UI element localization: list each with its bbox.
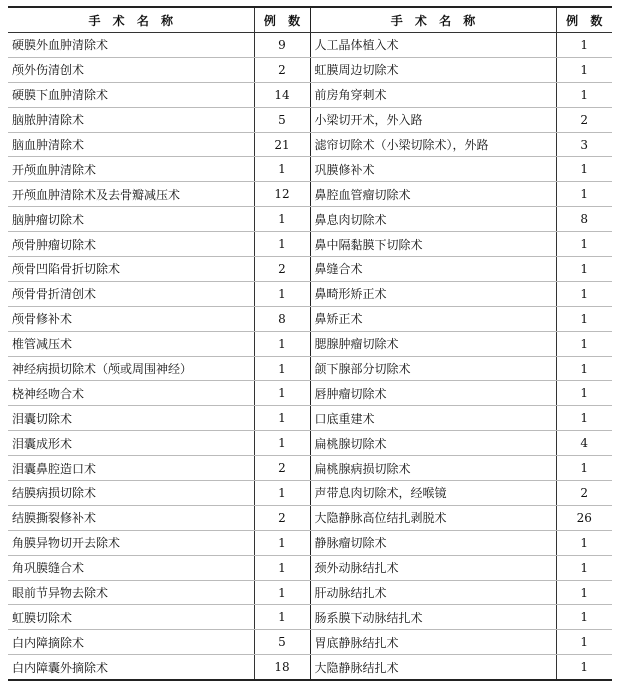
case-count-right: 8 <box>556 207 612 232</box>
case-count-right: 1 <box>556 381 612 406</box>
case-count-left: 12 <box>254 182 310 207</box>
procedure-name-left: 颅骨修补术 <box>8 306 254 331</box>
case-count-left: 1 <box>254 555 310 580</box>
procedure-name-left: 结膜病损切除术 <box>8 481 254 506</box>
case-count-right: 1 <box>556 57 612 82</box>
procedure-name-left: 白内障囊外摘除术 <box>8 655 254 680</box>
table-body <box>8 33 612 681</box>
procedure-name-left: 脑血肿清除术 <box>8 132 254 157</box>
table-row <box>8 481 612 506</box>
case-count-right: 1 <box>556 530 612 555</box>
procedure-name-left: 硬膜外血肿清除术 <box>8 33 254 58</box>
procedure-name-right: 前房角穿刺术 <box>310 82 556 107</box>
case-count-right: 1 <box>556 306 612 331</box>
case-count-left: 1 <box>254 232 310 257</box>
table-row <box>8 132 612 157</box>
case-count-right: 1 <box>556 331 612 356</box>
procedure-name-left: 角巩膜缝合术 <box>8 555 254 580</box>
case-count-right: 1 <box>556 456 612 481</box>
case-count-left: 14 <box>254 82 310 107</box>
procedure-name-right: 声带息肉切除术，经喉镜 <box>310 481 556 506</box>
case-count-right: 1 <box>556 406 612 431</box>
table-row <box>8 406 612 431</box>
case-count-right: 1 <box>556 232 612 257</box>
case-count-right: 1 <box>556 157 612 182</box>
procedure-name-right: 颌下腺部分切除术 <box>310 356 556 381</box>
procedure-name-right: 鼻矫正术 <box>310 306 556 331</box>
table-row <box>8 630 612 655</box>
procedure-name-right: 滤帘切除术（小梁切除术），外路 <box>310 132 556 157</box>
procedure-name-right: 口底重建术 <box>310 406 556 431</box>
table-row <box>8 331 612 356</box>
case-count-right: 1 <box>556 182 612 207</box>
procedure-name-right: 鼻中隔黏膜下切除术 <box>310 232 556 257</box>
surgery-count-table <box>8 6 612 681</box>
procedure-name-right: 鼻缝合术 <box>310 257 556 282</box>
procedure-name-right: 鼻息肉切除术 <box>310 207 556 232</box>
procedure-name-right: 唇肿瘤切除术 <box>310 381 556 406</box>
table-row <box>8 431 612 456</box>
case-count-left: 1 <box>254 381 310 406</box>
procedure-name-left: 泪囊切除术 <box>8 406 254 431</box>
case-count-left: 1 <box>254 157 310 182</box>
procedure-name-right: 鼻腔血管瘤切除术 <box>310 182 556 207</box>
procedure-name-right: 巩膜修补术 <box>310 157 556 182</box>
procedure-name-right: 肝动脉结扎术 <box>310 580 556 605</box>
table-row <box>8 505 612 530</box>
table-row <box>8 456 612 481</box>
case-count-left: 1 <box>254 356 310 381</box>
table-row <box>8 157 612 182</box>
case-count-left: 2 <box>254 456 310 481</box>
case-count-right: 4 <box>556 431 612 456</box>
table-row <box>8 257 612 282</box>
procedure-name-right: 胃底静脉结扎术 <box>310 630 556 655</box>
case-count-right: 2 <box>556 481 612 506</box>
header-name-right: 手 术 名 称 <box>310 7 556 33</box>
procedure-name-left: 结膜撕裂修补术 <box>8 505 254 530</box>
table-row <box>8 107 612 132</box>
procedure-name-left: 硬膜下血肿清除术 <box>8 82 254 107</box>
table-row <box>8 306 612 331</box>
procedure-name-right: 鼻畸形矫正术 <box>310 281 556 306</box>
procedure-name-left: 虹膜切除术 <box>8 605 254 630</box>
case-count-left: 1 <box>254 406 310 431</box>
procedure-name-left: 颅外伤清创术 <box>8 57 254 82</box>
case-count-left: 5 <box>254 630 310 655</box>
table-row <box>8 57 612 82</box>
case-count-left: 2 <box>254 505 310 530</box>
procedure-name-left: 神经病损切除术（颅或周围神经） <box>8 356 254 381</box>
procedure-name-right: 虹膜周边切除术 <box>310 57 556 82</box>
procedure-name-left: 眼前节异物去除术 <box>8 580 254 605</box>
procedure-name-left: 颅骨肿瘤切除术 <box>8 232 254 257</box>
procedure-name-left: 椎管减压术 <box>8 331 254 356</box>
case-count-right: 1 <box>556 33 612 58</box>
case-count-right: 1 <box>556 555 612 580</box>
header-count-right: 例 数 <box>556 7 612 33</box>
table-row <box>8 605 612 630</box>
procedure-name-right: 大隐静脉高位结扎剥脱术 <box>310 505 556 530</box>
table-row <box>8 281 612 306</box>
table-row <box>8 33 612 58</box>
case-count-right: 3 <box>556 132 612 157</box>
case-count-right: 1 <box>556 257 612 282</box>
case-count-right: 1 <box>556 356 612 381</box>
procedure-name-right: 静脉瘤切除术 <box>310 530 556 555</box>
case-count-left: 1 <box>254 605 310 630</box>
header-name-left: 手 术 名 称 <box>8 7 254 33</box>
procedure-name-right: 颈外动脉结扎术 <box>310 555 556 580</box>
procedure-name-left: 开颅血肿清除术及去骨瓣减压术 <box>8 182 254 207</box>
procedure-name-left: 桡神经吻合术 <box>8 381 254 406</box>
procedure-name-right: 扁桃腺切除术 <box>310 431 556 456</box>
procedure-name-right: 人工晶体植入术 <box>310 33 556 58</box>
case-count-right: 1 <box>556 82 612 107</box>
table-row <box>8 182 612 207</box>
case-count-right: 1 <box>556 281 612 306</box>
table-row <box>8 232 612 257</box>
procedure-name-right: 扁桃腺病损切除术 <box>310 456 556 481</box>
procedure-name-left: 颅骨凹陷骨折切除术 <box>8 257 254 282</box>
table-row <box>8 655 612 680</box>
procedure-name-left: 脑肿瘤切除术 <box>8 207 254 232</box>
table-row <box>8 530 612 555</box>
case-count-left: 18 <box>254 655 310 680</box>
procedure-name-right: 大隐静脉结扎术 <box>310 655 556 680</box>
case-count-left: 1 <box>254 207 310 232</box>
procedure-name-left: 泪囊鼻腔造口术 <box>8 456 254 481</box>
table-row <box>8 207 612 232</box>
case-count-right: 1 <box>556 580 612 605</box>
case-count-right: 2 <box>556 107 612 132</box>
case-count-right: 26 <box>556 505 612 530</box>
case-count-left: 1 <box>254 580 310 605</box>
procedure-name-right: 腮腺肿瘤切除术 <box>310 331 556 356</box>
header-count-left: 例 数 <box>254 7 310 33</box>
case-count-left: 9 <box>254 33 310 58</box>
case-count-left: 1 <box>254 281 310 306</box>
procedure-name-left: 颅骨骨折清创术 <box>8 281 254 306</box>
case-count-right: 1 <box>556 655 612 680</box>
case-count-left: 5 <box>254 107 310 132</box>
case-count-left: 2 <box>254 57 310 82</box>
table-row <box>8 381 612 406</box>
table-row <box>8 555 612 580</box>
table-row <box>8 580 612 605</box>
procedure-name-left: 脑脓肿清除术 <box>8 107 254 132</box>
procedure-name-left: 泪囊成形术 <box>8 431 254 456</box>
case-count-left: 1 <box>254 431 310 456</box>
case-count-right: 1 <box>556 630 612 655</box>
table-header-row <box>8 7 612 33</box>
procedure-name-right: 肠系膜下动脉结扎术 <box>310 605 556 630</box>
procedure-name-left: 开颅血肿清除术 <box>8 157 254 182</box>
procedure-name-left: 角膜异物切开去除术 <box>8 530 254 555</box>
case-count-left: 1 <box>254 481 310 506</box>
case-count-left: 21 <box>254 132 310 157</box>
case-count-left: 8 <box>254 306 310 331</box>
case-count-right: 1 <box>556 605 612 630</box>
case-count-left: 2 <box>254 257 310 282</box>
table-row <box>8 356 612 381</box>
table-row <box>8 82 612 107</box>
procedure-name-left: 白内障摘除术 <box>8 630 254 655</box>
case-count-left: 1 <box>254 331 310 356</box>
case-count-left: 1 <box>254 530 310 555</box>
procedure-name-right: 小梁切开术，外入路 <box>310 107 556 132</box>
